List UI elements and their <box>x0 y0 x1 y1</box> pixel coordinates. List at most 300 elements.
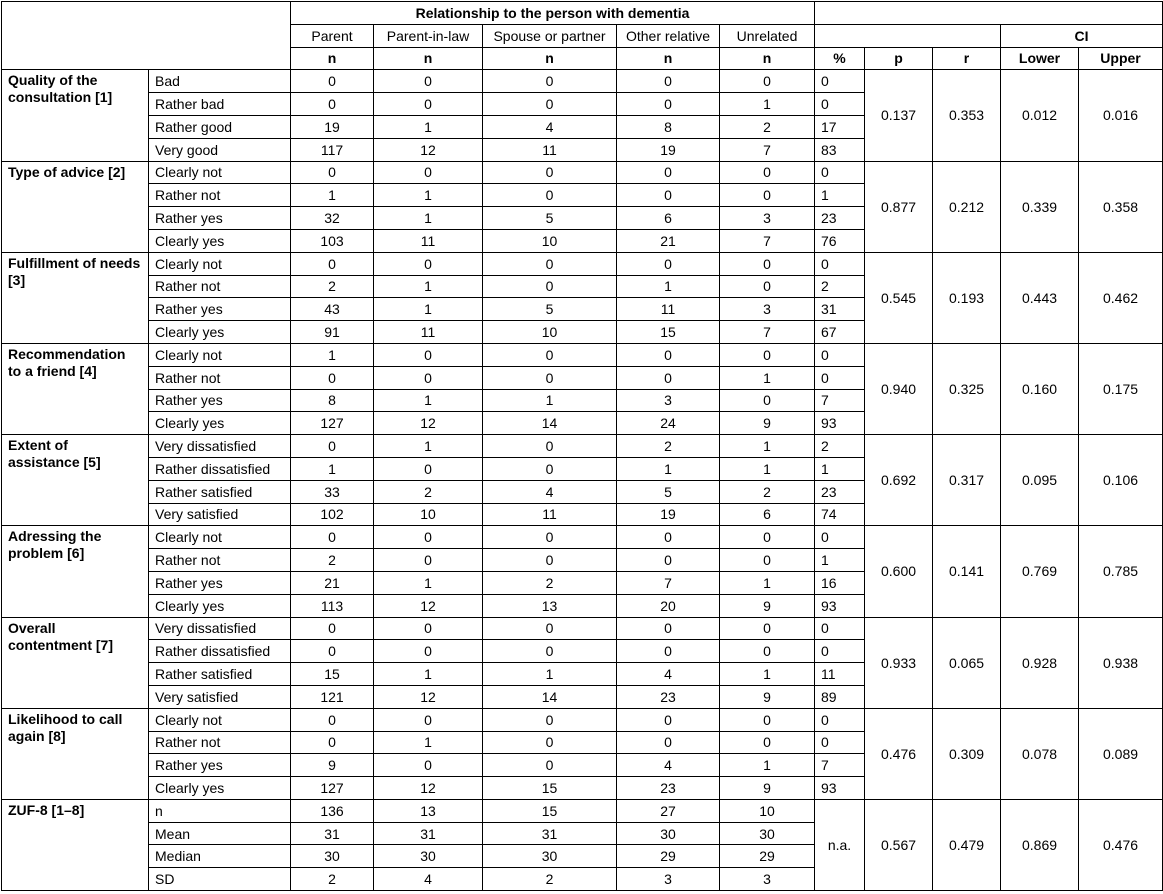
count-other-relative: 23 <box>617 685 720 708</box>
count-unrelated: 0 <box>720 526 815 549</box>
count-spouse: 13 <box>483 594 617 617</box>
summary-parent-in-law: 13 <box>374 799 483 822</box>
percent-cell: 0 <box>815 640 865 663</box>
count-spouse: 14 <box>483 412 617 435</box>
response-label: Very dissatisfied <box>149 617 291 640</box>
count-parent: 113 <box>291 594 374 617</box>
count-other-relative: 0 <box>617 640 720 663</box>
count-parent-in-law: 0 <box>374 70 483 93</box>
count-parent-in-law: 12 <box>374 685 483 708</box>
count-other-relative: 19 <box>617 503 720 526</box>
response-label: Clearly not <box>149 343 291 366</box>
percent-cell: 0 <box>815 731 865 754</box>
count-spouse: 0 <box>483 184 617 207</box>
p-value: 0.933 <box>865 617 933 708</box>
response-label: Clearly yes <box>149 594 291 617</box>
response-label: Very good <box>149 138 291 161</box>
response-label: Rather satisfied <box>149 663 291 686</box>
header-corner <box>2 2 291 70</box>
count-other-relative: 0 <box>617 93 720 116</box>
summary-stat-label: Median <box>149 845 291 868</box>
count-spouse: 0 <box>483 708 617 731</box>
table-row <box>2 161 1163 184</box>
count-parent: 121 <box>291 685 374 708</box>
count-parent-in-law: 1 <box>374 389 483 412</box>
response-label: Clearly not <box>149 161 291 184</box>
count-spouse: 0 <box>483 617 617 640</box>
percent-cell: 0 <box>815 343 865 366</box>
response-label: Clearly not <box>149 708 291 731</box>
count-spouse: 4 <box>483 480 617 503</box>
count-parent: 127 <box>291 777 374 800</box>
p-value: 0.940 <box>865 343 933 434</box>
relationship-group-header: Relationship to the person with dementia <box>291 2 815 25</box>
table-row <box>2 435 1163 458</box>
count-unrelated: 9 <box>720 777 815 800</box>
count-parent: 0 <box>291 526 374 549</box>
count-other-relative: 0 <box>617 161 720 184</box>
r-value: 0.325 <box>933 343 1001 434</box>
percent-cell: 2 <box>815 435 865 458</box>
count-parent-in-law: 0 <box>374 708 483 731</box>
percent-cell: 74 <box>815 503 865 526</box>
count-unrelated: 3 <box>720 207 815 230</box>
count-other-relative: 0 <box>617 526 720 549</box>
count-parent-in-law: 1 <box>374 663 483 686</box>
count-spouse: 0 <box>483 526 617 549</box>
percent-cell: 31 <box>815 298 865 321</box>
item-title: Quality of the consultation [1] <box>2 70 149 161</box>
count-parent: 1 <box>291 457 374 480</box>
count-parent: 0 <box>291 70 374 93</box>
count-spouse: 2 <box>483 571 617 594</box>
summary-row <box>2 799 1163 822</box>
count-unrelated: 0 <box>720 549 815 572</box>
count-spouse: 1 <box>483 389 617 412</box>
summary-spouse: 2 <box>483 868 617 891</box>
ci-upper-value: 0.785 <box>1079 526 1163 617</box>
ci-lower-header: Lower <box>1001 47 1079 70</box>
percent-cell: 17 <box>815 115 865 138</box>
count-parent-in-law: 1 <box>374 435 483 458</box>
count-parent-in-law: 0 <box>374 526 483 549</box>
count-parent-in-law: 0 <box>374 343 483 366</box>
item-title: Adressing the problem [6] <box>2 526 149 617</box>
count-unrelated: 7 <box>720 229 815 252</box>
count-unrelated: 7 <box>720 138 815 161</box>
ci-upper-value: 0.089 <box>1079 708 1163 799</box>
summary-parent-in-law: 31 <box>374 822 483 845</box>
response-label: Clearly not <box>149 252 291 275</box>
table-row <box>2 708 1163 731</box>
percent-cell: 11 <box>815 663 865 686</box>
item-title: Fulfillment of needs [3] <box>2 252 149 343</box>
summary-other-relative: 3 <box>617 868 720 891</box>
count-other-relative: 1 <box>617 275 720 298</box>
count-unrelated: 0 <box>720 70 815 93</box>
percent-cell: 23 <box>815 207 865 230</box>
count-parent-in-law: 1 <box>374 184 483 207</box>
count-parent-in-law: 0 <box>374 252 483 275</box>
count-parent-in-law: 1 <box>374 207 483 230</box>
count-other-relative: 0 <box>617 731 720 754</box>
count-other-relative: 0 <box>617 184 720 207</box>
count-other-relative: 6 <box>617 207 720 230</box>
ci-upper-value: 0.175 <box>1079 343 1163 434</box>
table-row <box>2 252 1163 275</box>
ci-header: CI <box>1001 24 1163 47</box>
count-other-relative: 3 <box>617 389 720 412</box>
r-value: 0.309 <box>933 708 1001 799</box>
count-parent: 0 <box>291 640 374 663</box>
count-other-relative: 19 <box>617 138 720 161</box>
response-label: Clearly yes <box>149 777 291 800</box>
table-row <box>2 70 1163 93</box>
ci-upper-value: 0.106 <box>1079 435 1163 526</box>
p-value: 0.692 <box>865 435 933 526</box>
response-label: Rather dissatisfied <box>149 457 291 480</box>
count-other-relative: 7 <box>617 571 720 594</box>
n-header: n <box>720 47 815 70</box>
count-parent-in-law: 0 <box>374 754 483 777</box>
count-other-relative: 0 <box>617 252 720 275</box>
count-other-relative: 0 <box>617 343 720 366</box>
count-parent: 19 <box>291 115 374 138</box>
results-table <box>1 1 1163 891</box>
summary-percent: n.a. <box>815 799 865 890</box>
n-header: n <box>483 47 617 70</box>
percent-cell: 0 <box>815 708 865 731</box>
count-spouse: 0 <box>483 93 617 116</box>
count-parent-in-law: 10 <box>374 503 483 526</box>
count-parent: 2 <box>291 549 374 572</box>
item-title: Extent of assistance [5] <box>2 435 149 526</box>
response-label: Very satisfied <box>149 685 291 708</box>
response-label: Very satisfied <box>149 503 291 526</box>
count-other-relative: 1 <box>617 457 720 480</box>
summary-stat-label: SD <box>149 868 291 891</box>
summary-unrelated: 30 <box>720 822 815 845</box>
count-spouse: 14 <box>483 685 617 708</box>
p-header: p <box>865 47 933 70</box>
count-parent-in-law: 12 <box>374 777 483 800</box>
response-label: Rather not <box>149 275 291 298</box>
count-parent: 0 <box>291 617 374 640</box>
count-parent: 8 <box>291 389 374 412</box>
count-parent: 103 <box>291 229 374 252</box>
item-title: Type of advice [2] <box>2 161 149 252</box>
count-other-relative: 11 <box>617 298 720 321</box>
summary-parent-in-law: 4 <box>374 868 483 891</box>
r-value: 0.065 <box>933 617 1001 708</box>
r-value: 0.353 <box>933 70 1001 161</box>
count-unrelated: 0 <box>720 343 815 366</box>
count-unrelated: 1 <box>720 457 815 480</box>
response-label: Rather good <box>149 115 291 138</box>
ci-lower-value: 0.160 <box>1001 343 1079 434</box>
ci-lower-value: 0.339 <box>1001 161 1079 252</box>
table-row <box>2 526 1163 549</box>
count-spouse: 0 <box>483 70 617 93</box>
p-value: 0.476 <box>865 708 933 799</box>
ci-lower-value: 0.012 <box>1001 70 1079 161</box>
item-title: Recommendation to a friend [4] <box>2 343 149 434</box>
count-parent-in-law: 11 <box>374 321 483 344</box>
count-parent: 0 <box>291 708 374 731</box>
response-label: Rather not <box>149 184 291 207</box>
count-parent-in-law: 1 <box>374 115 483 138</box>
column-header-parent: Parent <box>291 24 374 47</box>
ci-lower-value: 0.078 <box>1001 708 1079 799</box>
percent-cell: 0 <box>815 252 865 275</box>
ci-upper-value: 0.016 <box>1079 70 1163 161</box>
count-unrelated: 0 <box>720 640 815 663</box>
count-unrelated: 0 <box>720 617 815 640</box>
count-parent: 21 <box>291 571 374 594</box>
count-parent-in-law: 0 <box>374 617 483 640</box>
r-value: 0.141 <box>933 526 1001 617</box>
count-spouse: 0 <box>483 343 617 366</box>
count-unrelated: 0 <box>720 708 815 731</box>
ci-lower-value: 0.443 <box>1001 252 1079 343</box>
p-value: 0.137 <box>865 70 933 161</box>
count-parent: 0 <box>291 161 374 184</box>
count-other-relative: 15 <box>617 321 720 344</box>
percent-cell: 16 <box>815 571 865 594</box>
ci-upper-value: 0.462 <box>1079 252 1163 343</box>
count-unrelated: 1 <box>720 663 815 686</box>
column-header-spouse: Spouse or partner <box>483 24 617 47</box>
ci-lower-value: 0.095 <box>1001 435 1079 526</box>
count-unrelated: 6 <box>720 503 815 526</box>
count-other-relative: 21 <box>617 229 720 252</box>
count-spouse: 0 <box>483 435 617 458</box>
count-unrelated: 3 <box>720 298 815 321</box>
count-spouse: 5 <box>483 207 617 230</box>
count-spouse: 11 <box>483 503 617 526</box>
count-spouse: 4 <box>483 115 617 138</box>
ci-upper-value: 0.476 <box>1079 799 1163 890</box>
count-parent: 9 <box>291 754 374 777</box>
count-unrelated: 0 <box>720 161 815 184</box>
summary-unrelated: 10 <box>720 799 815 822</box>
ci-lower-value: 0.928 <box>1001 617 1079 708</box>
count-parent-in-law: 11 <box>374 229 483 252</box>
count-other-relative: 0 <box>617 549 720 572</box>
count-parent-in-law: 0 <box>374 640 483 663</box>
count-spouse: 0 <box>483 252 617 275</box>
count-unrelated: 0 <box>720 389 815 412</box>
count-other-relative: 0 <box>617 70 720 93</box>
count-spouse: 0 <box>483 161 617 184</box>
count-spouse: 0 <box>483 640 617 663</box>
r-header: r <box>933 47 1001 70</box>
r-value: 0.212 <box>933 161 1001 252</box>
percent-cell: 93 <box>815 594 865 617</box>
table-header <box>2 2 1163 70</box>
count-unrelated: 1 <box>720 366 815 389</box>
summary-spouse: 30 <box>483 845 617 868</box>
count-other-relative: 4 <box>617 663 720 686</box>
count-unrelated: 0 <box>720 275 815 298</box>
summary-parent: 136 <box>291 799 374 822</box>
count-unrelated: 1 <box>720 754 815 777</box>
count-parent: 0 <box>291 252 374 275</box>
count-spouse: 10 <box>483 229 617 252</box>
table-body <box>2 70 1163 891</box>
percent-cell: 83 <box>815 138 865 161</box>
summary-parent: 2 <box>291 868 374 891</box>
response-label: Rather dissatisfied <box>149 640 291 663</box>
table-row <box>2 617 1163 640</box>
count-parent-in-law: 1 <box>374 298 483 321</box>
summary-stat-label: Mean <box>149 822 291 845</box>
count-other-relative: 20 <box>617 594 720 617</box>
r-value: 0.317 <box>933 435 1001 526</box>
column-header-unrelated: Unrelated <box>720 24 815 47</box>
stats-blank-subheader <box>815 24 1001 47</box>
percent-cell: 0 <box>815 93 865 116</box>
count-parent-in-law: 1 <box>374 571 483 594</box>
percent-cell: 1 <box>815 549 865 572</box>
n-header: n <box>291 47 374 70</box>
column-header-other-relative: Other relative <box>617 24 720 47</box>
percent-cell: 76 <box>815 229 865 252</box>
count-other-relative: 23 <box>617 777 720 800</box>
count-spouse: 0 <box>483 457 617 480</box>
n-header: n <box>374 47 483 70</box>
count-parent: 117 <box>291 138 374 161</box>
response-label: Bad <box>149 70 291 93</box>
count-parent: 0 <box>291 93 374 116</box>
count-other-relative: 0 <box>617 366 720 389</box>
count-parent: 1 <box>291 184 374 207</box>
count-other-relative: 2 <box>617 435 720 458</box>
count-unrelated: 7 <box>720 321 815 344</box>
summary-spouse: 31 <box>483 822 617 845</box>
pct-header: % <box>815 47 865 70</box>
count-spouse: 0 <box>483 366 617 389</box>
count-parent-in-law: 0 <box>374 93 483 116</box>
p-value: 0.567 <box>865 799 933 890</box>
count-parent: 15 <box>291 663 374 686</box>
percent-cell: 93 <box>815 412 865 435</box>
count-spouse: 0 <box>483 731 617 754</box>
percent-cell: 67 <box>815 321 865 344</box>
response-label: Rather yes <box>149 389 291 412</box>
count-parent-in-law: 0 <box>374 457 483 480</box>
count-unrelated: 2 <box>720 480 815 503</box>
count-parent: 0 <box>291 435 374 458</box>
percent-cell: 0 <box>815 70 865 93</box>
percent-cell: 0 <box>815 526 865 549</box>
count-spouse: 11 <box>483 138 617 161</box>
percent-cell: 2 <box>815 275 865 298</box>
count-parent-in-law: 0 <box>374 366 483 389</box>
count-unrelated: 0 <box>720 731 815 754</box>
count-spouse: 0 <box>483 549 617 572</box>
ci-lower-value: 0.769 <box>1001 526 1079 617</box>
summary-unrelated: 29 <box>720 845 815 868</box>
count-unrelated: 2 <box>720 115 815 138</box>
response-label: Clearly yes <box>149 412 291 435</box>
summary-parent-in-law: 30 <box>374 845 483 868</box>
percent-cell: 0 <box>815 617 865 640</box>
count-unrelated: 1 <box>720 571 815 594</box>
count-parent-in-law: 12 <box>374 412 483 435</box>
count-parent: 43 <box>291 298 374 321</box>
count-unrelated: 0 <box>720 184 815 207</box>
count-other-relative: 4 <box>617 754 720 777</box>
p-value: 0.600 <box>865 526 933 617</box>
ci-upper-value: 0.938 <box>1079 617 1163 708</box>
count-unrelated: 1 <box>720 93 815 116</box>
count-spouse: 0 <box>483 754 617 777</box>
percent-cell: 7 <box>815 389 865 412</box>
count-unrelated: 9 <box>720 412 815 435</box>
count-spouse: 5 <box>483 298 617 321</box>
count-parent: 127 <box>291 412 374 435</box>
response-label: Rather not <box>149 731 291 754</box>
summary-title: ZUF-8 [1–8] <box>2 799 149 890</box>
table-row <box>2 343 1163 366</box>
p-value: 0.545 <box>865 252 933 343</box>
stats-blank-header <box>815 2 1163 25</box>
percent-cell: 1 <box>815 184 865 207</box>
count-parent-in-law: 12 <box>374 594 483 617</box>
count-parent: 0 <box>291 731 374 754</box>
response-label: Rather yes <box>149 571 291 594</box>
count-parent: 0 <box>291 366 374 389</box>
count-other-relative: 5 <box>617 480 720 503</box>
percent-cell: 0 <box>815 366 865 389</box>
ci-upper-header: Upper <box>1079 47 1163 70</box>
count-other-relative: 0 <box>617 708 720 731</box>
count-parent-in-law: 0 <box>374 549 483 572</box>
item-title: Overall contentment [7] <box>2 617 149 708</box>
summary-other-relative: 29 <box>617 845 720 868</box>
count-parent: 1 <box>291 343 374 366</box>
response-label: Rather not <box>149 549 291 572</box>
response-label: Rather satisfied <box>149 480 291 503</box>
summary-stat-label: n <box>149 799 291 822</box>
count-parent-in-law: 2 <box>374 480 483 503</box>
summary-unrelated: 3 <box>720 868 815 891</box>
r-value: 0.193 <box>933 252 1001 343</box>
count-parent-in-law: 1 <box>374 275 483 298</box>
r-value: 0.479 <box>933 799 1001 890</box>
response-label: Rather not <box>149 366 291 389</box>
count-unrelated: 9 <box>720 685 815 708</box>
ci-lower-value: 0.869 <box>1001 799 1079 890</box>
percent-cell: 7 <box>815 754 865 777</box>
count-spouse: 10 <box>483 321 617 344</box>
count-other-relative: 24 <box>617 412 720 435</box>
count-spouse: 15 <box>483 777 617 800</box>
response-label: Rather yes <box>149 207 291 230</box>
count-other-relative: 8 <box>617 115 720 138</box>
ci-upper-value: 0.358 <box>1079 161 1163 252</box>
summary-other-relative: 30 <box>617 822 720 845</box>
response-label: Clearly yes <box>149 229 291 252</box>
column-header-parent-in-law: Parent-in-law <box>374 24 483 47</box>
count-parent: 102 <box>291 503 374 526</box>
count-parent-in-law: 1 <box>374 731 483 754</box>
count-unrelated: 0 <box>720 252 815 275</box>
summary-parent: 30 <box>291 845 374 868</box>
count-spouse: 1 <box>483 663 617 686</box>
response-label: Rather bad <box>149 93 291 116</box>
